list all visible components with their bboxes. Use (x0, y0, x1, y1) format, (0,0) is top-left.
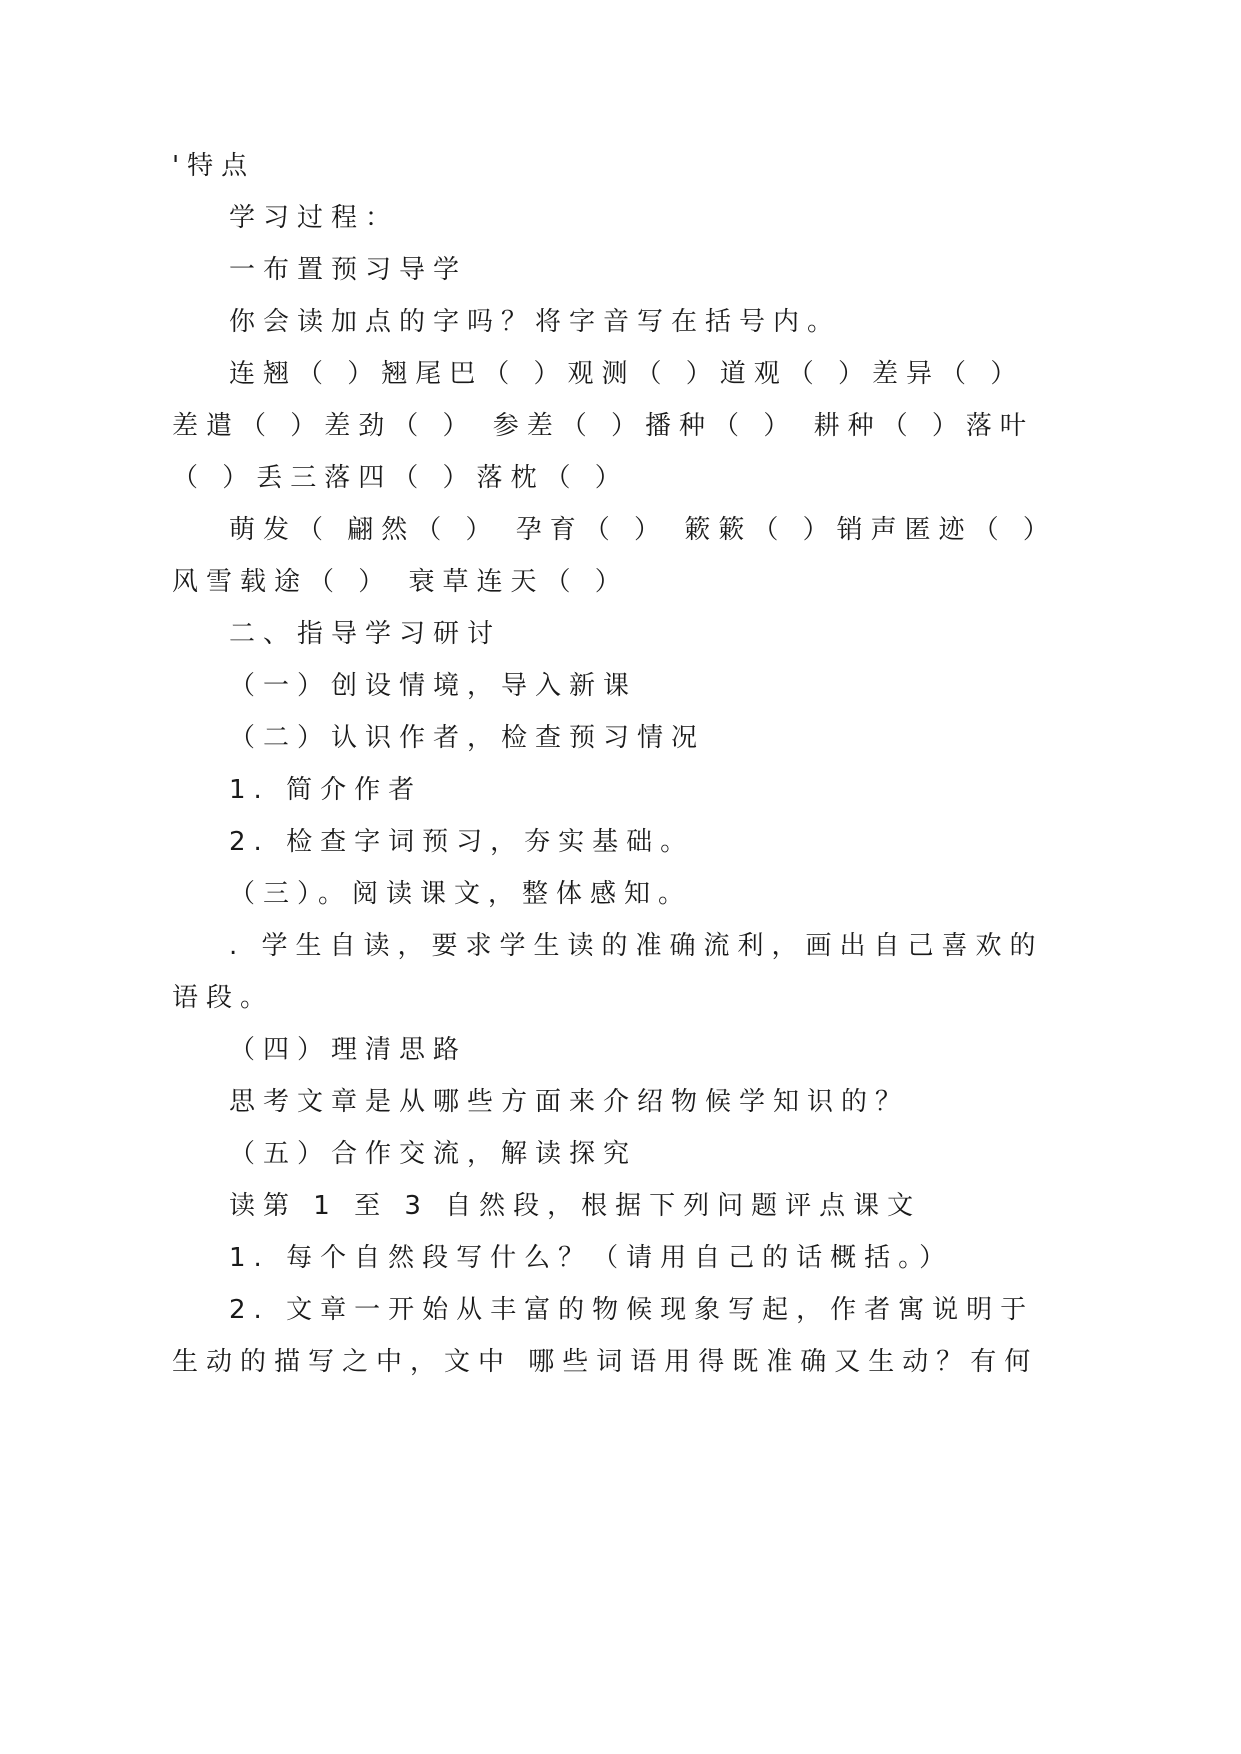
text-line-body: 生动的描写之中，文中 哪些词语用得既准确又生动？有何 (172, 1347, 1039, 1377)
text-line-item: 1. 每个自然段写什么？（请用自己的话概括。） (229, 1243, 954, 1273)
text-line-body: 读第 1 至 3 自然段，根据下列问题评点课文 (229, 1191, 922, 1221)
text-line-heading: 学习过程： (229, 203, 400, 233)
text-line-item: 2. 文章一开始从丰富的物候现象写起，作者寓说明于 (229, 1295, 1035, 1325)
text-line-fragment: '特点 (172, 151, 256, 181)
text-line-subsection: （三）。阅读课文，整体感知。 (229, 879, 693, 909)
text-line-exercise: 风雪载途（ ） 衰草连天（ ） (172, 567, 629, 597)
text-line-instruction: 你会读加点的字吗？将字音写在括号内。 (229, 307, 842, 337)
text-line-section-2: 二、指导学习研讨 (229, 619, 502, 649)
text-line-subsection: （四）理清思路 (229, 1035, 468, 1065)
text-line-item: 1. 简介作者 (229, 775, 423, 805)
text-line-subsection: （二）认识作者，检查预习情况 (229, 723, 706, 753)
text-line-body: 思考文章是从哪些方面来介绍物候学知识的？ (229, 1087, 910, 1117)
text-line-exercise: 差遣（ ）差劲（ ） 参差（ ）播种（ ） 耕种（ ）落叶 (172, 411, 1034, 441)
text-line-body: . 学生自读，要求学生读的准确流利，画出自己喜欢的 (229, 931, 1044, 961)
text-line-exercise: 萌发（ 翩然（ ） 孕育（ ） 簌簌（ ）销声匿迹（ ） (229, 515, 1057, 545)
text-line-item: 2. 检查字词预习，夯实基础。 (229, 827, 695, 857)
text-line-exercise: （ ）丢三落四（ ）落枕（ ） (172, 463, 629, 493)
text-line-exercise: 连翘（ ）翘尾巴（ ）观测（ ）道观（ ）差异（ ） (229, 359, 1025, 389)
text-line-subsection: （一）创设情境，导入新课 (229, 671, 638, 701)
text-line-subsection: （五）合作交流，解读探究 (229, 1139, 638, 1169)
text-line-body: 语段。 (172, 983, 275, 1013)
text-line-section-1: 一布置预习导学 (229, 255, 468, 285)
